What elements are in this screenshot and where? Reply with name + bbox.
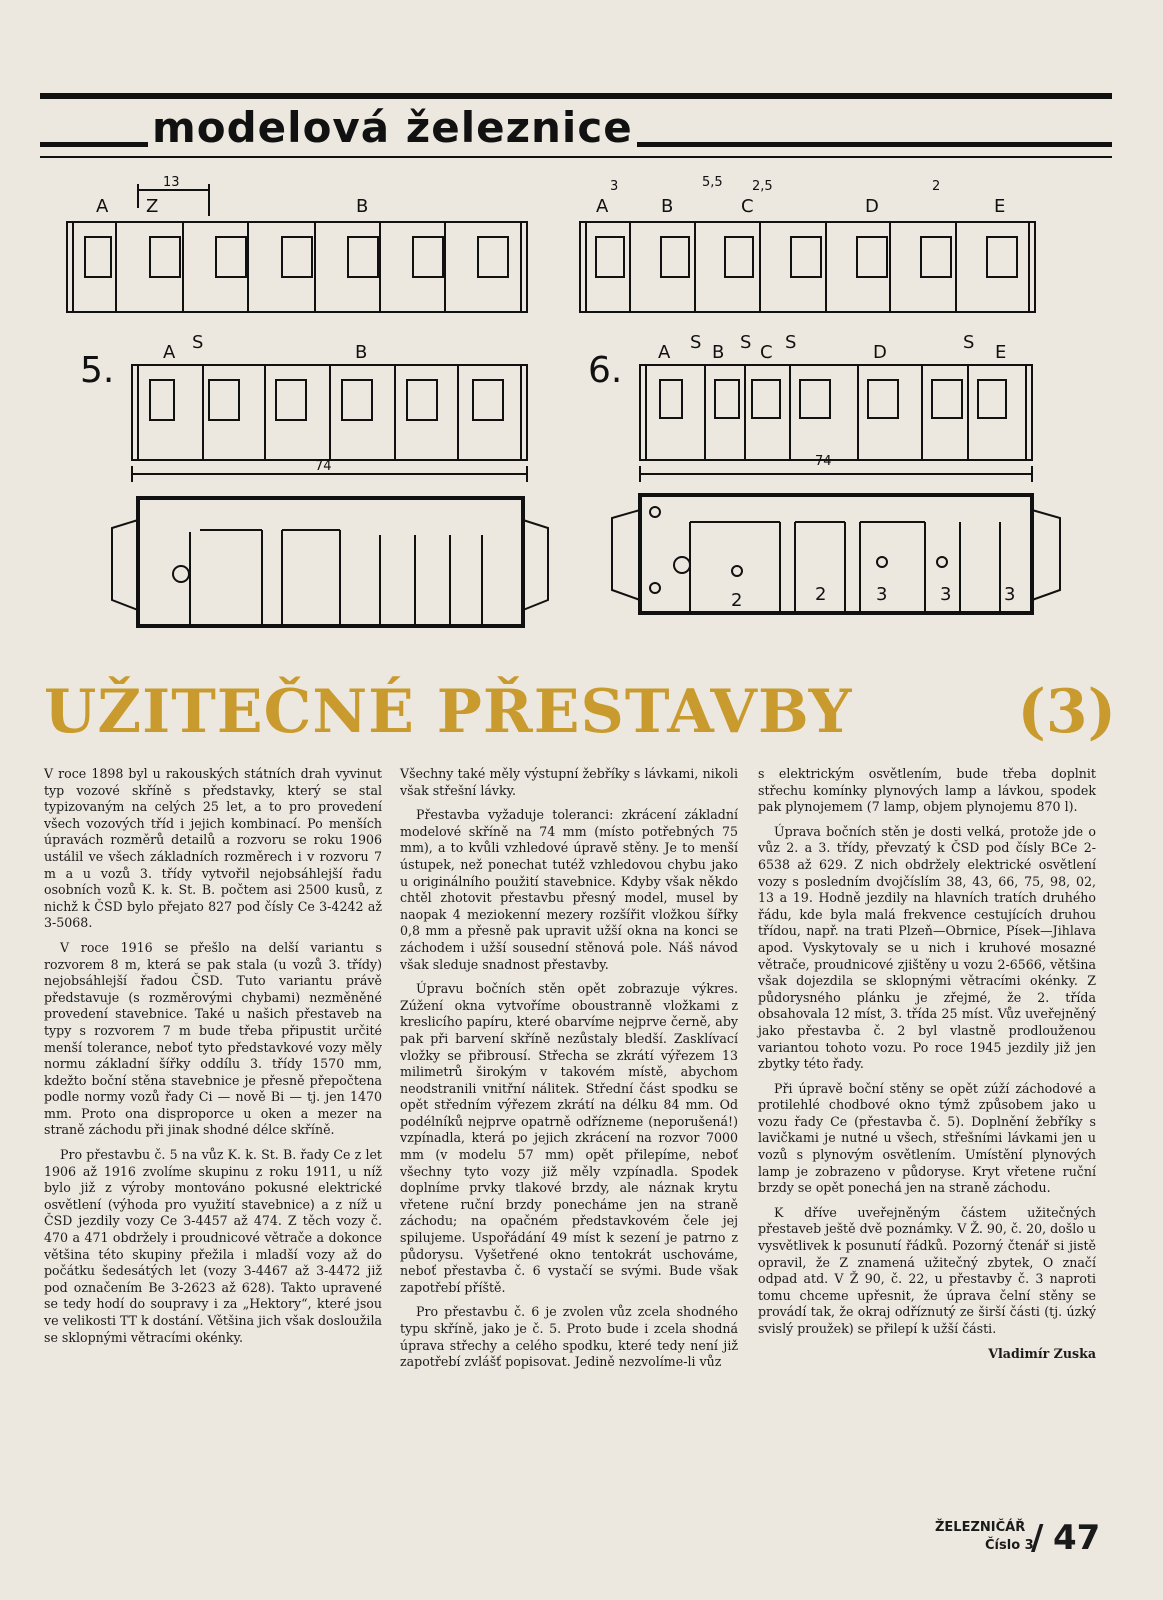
page-footer — [935, 1518, 1110, 1562]
label-b-top-right: B — [661, 196, 674, 217]
fig6-label-a: A — [658, 342, 671, 363]
dim-2: 2 — [932, 179, 941, 194]
paragraph: Všechny také měly výstupní žebříky s lávkami, nikoli však střešní lávky. — [400, 766, 738, 798]
header-rule-bottom-thin — [40, 156, 1112, 158]
fig6-label-s2: S — [740, 332, 752, 353]
floorplan-fig5 — [138, 498, 523, 626]
dim-2-5: 2,5 — [752, 179, 773, 194]
wall-fig6 — [640, 365, 1032, 460]
fig6-class-mark-3: 3 — [876, 584, 888, 605]
article-headline — [44, 678, 1116, 748]
paragraph: K dříve uveřejněným částem užitečných přestaveb ještě dvě poznámky. V Ž. 90, č. 20, došlo u vysvětlivek k posunutí řádků. Pozorný čtenář si jistě opravil, že Z znamená užitečný zbytek, O značí odpad atd. V Ž 90, č. 22, u přestavby č. 3 naproti tomu chceme upřesnit, že úprava čelní stěny se provádí tak, že okraj odříznutý ze širší části (tj. úzký svislý proužek) se přilepí k užší části. — [758, 1204, 1096, 1336]
fig6-class-mark-4: 3 — [940, 584, 952, 605]
fig6-class-mark-5: 3 — [1004, 584, 1016, 605]
section-title: modelová železnice — [148, 102, 637, 154]
label-a-top-left: A — [96, 196, 109, 217]
floorplan-fig6 — [640, 495, 1032, 613]
paragraph: Pro přestavbu č. 6 je zvolen vůz zcela shodného typu skříně, jako je č. 5. Proto bude i zcela shodná úprava střechy a celého spodku, které tedy není již zapotřebí zvlášť popisovat. Jedině nezvolíme-li vůz — [400, 1304, 738, 1370]
paragraph: Pro přestavbu č. 5 na vůz K. k. St. B. řady Ce z let 1906 až 1916 zvolíme skupinu z roku 1911, u níž bylo již z výroby montováno pokusné elektrické osvětlení (výhoda pro využití stavebnice) a z níž u ČSD jezdily vozy Ce 3-4457 až 474. Z těch vozy č. 470 a 471 obdržely i proudnicové větrače a dokonce většina této skupiny přežila i mladší vozy až do počátku šedesátých let (vozy 3-4467 až 3-4472 již pod označením Be 3-2623 až 628). Takto upravené se tedy hodí do soupravy i za „Hektory“, které jsou ve velikosti TT k dostání. Většina jich však dosloužila se sklopnými větracími okénky. — [44, 1147, 382, 1345]
fig5-label-b: B — [355, 342, 368, 363]
label-c-top-right: C — [741, 196, 754, 217]
label-e-top-right: E — [994, 196, 1006, 217]
article-author: Vladimír Zuska — [988, 1345, 1096, 1361]
label-b-top-left: B — [356, 196, 369, 217]
paragraph: Při úpravě boční stěny se opět zúží záchodové a protilehlé chodbové okno týmž způsobem jako u vozu řady Ce (přestavba č. 5). Doplnění žebříky s lavičkami je nutné u všech, střešními lávkami jen u vozů s plynovým osvětlením. Umístění plynových lamp je zobrazeno v půdoryse. Kryt vřetene ruční brzdy se opět ponechá jen na straně záchodu. — [758, 1080, 1096, 1196]
drawings-svg — [0, 160, 1163, 660]
label-a-top-right: A — [596, 196, 609, 217]
article-column-3 — [758, 766, 1096, 1362]
wall-panel-top-left — [67, 222, 527, 312]
label-d-top-right: D — [865, 196, 879, 217]
dim-3: 3 — [610, 179, 619, 194]
fig6-label-s1: S — [690, 332, 702, 353]
fig6-label-s3: S — [785, 332, 797, 353]
fig5-number: 5. — [80, 350, 115, 391]
fig6-number: 6. — [588, 350, 623, 391]
fig6-label-c: C — [760, 342, 773, 363]
magazine-name: ŽELEZNIČÁŘ — [935, 1520, 1026, 1535]
fig6-length: 74 — [815, 454, 832, 469]
fig6-label-d: D — [873, 342, 887, 363]
paragraph: Úpravu bočních stěn opět zobrazuje výkres. Zúžení okna vytvoříme oboustranně vložkami z kreslicího papíru, které obarvíme nejprve černě, aby pak při barvení skříně nezůstaly bledší. Zasklívací vložky se přibrousí. Střecha se zkrátí výřezem 13 milimetrů širokým v takovém místě, abychom neodstranili vnitřní nálitek. Střední část spodku se opět středním výřezem zkrátí na délku 84 mm. Od podélníků nejprve opatrně odřízneme (neporušená!) vzpínadla, která po jejich zkrácení na rozvor 7000 mm (v modelu 57 mm) opět přilepíme, neboť všechny tyto vozy již měly vzpínadla. Spodek doplníme prvky tlakové brzdy, ale náznak krytu vřetene ruční brzdy ponecháme jen na straně záchodu; na opačném představkovém čele jej spilujeme. Uspořádání 49 míst k sezení je patrno z půdorysu. Vyšetřené okno tentokrát uschováme, neboť přestavba č. 6 vystačí se svými. Bude však zapotřebí příště. — [400, 981, 738, 1295]
fig6-class-mark-2: 2 — [815, 584, 827, 605]
fig6-label-s4: S — [963, 332, 975, 353]
article-part-number: (3) — [1017, 677, 1116, 747]
fig5-length: 74 — [315, 459, 332, 474]
fig5-label-a: A — [163, 342, 176, 363]
paragraph: s elektrickým osvětlením, bude třeba doplnit střechu komínky plynových lamp a lávkou, spodek pak plynojemem (7 lamp, objem plynojemu 870 l). — [758, 766, 1096, 815]
article-title: UŽITEČNÉ PŘESTAVBY — [44, 677, 853, 747]
label-z-top-left: Z — [146, 196, 159, 217]
page-number: 47 — [1053, 1518, 1101, 1558]
fig6-label-b: B — [712, 342, 725, 363]
paragraph: V roce 1916 se přešlo na delší variantu s rozvorem 8 m, která se pak stala (u vozů 3. třídy) nejobsáhlejší řadou ČSD. Tuto variantu právě představuje (s rozměrovými chybami) nezměněné provedení stavebnice. Také u našich přestaveb na typy s rozvorem 7 m bude třeba připustit určité menší tolerance, neboť tyto představkové vozy měly normu základní šířky oddílu 3. třídy 1570 mm, kdežto boční stěna stavebnice je přesně přepočtena podle normy vozů řady Ci — nově Bi — tj. jen 1470 mm. Proto ona disproporce u oken a mezer na straně záchodu při jinak shodné délce skříně. — [44, 939, 382, 1138]
paragraph: Přestavba vyžaduje toleranci: zkrácení základní modelové skříně na 74 mm (místo potřebných 75 mm), a to kvůli vzhledové úpravě stěny. Je to menší ústupek, než ponechat tutéž vzhledovou chybu jako u originálního použití stavebnice. Kdyby však někdo chtěl zhotovit přestavbu přesný model, musel by naopak 4 meziokenní mezery rozšířit vložkou šířky 0,8 mm a přesně pak upravit užší okna na konci se záchodem i užší sousední stěnová pole. Náš návod však sleduje snadnost přestavby. — [400, 807, 738, 972]
fig6-label-e: E — [995, 342, 1007, 363]
issue-number: Číslo 3 — [985, 1538, 1034, 1553]
article-column-1 — [44, 766, 382, 1354]
technical-drawings — [0, 160, 1163, 660]
article-column-2 — [400, 766, 738, 1379]
dim-5-5: 5,5 — [702, 175, 723, 190]
paragraph: Úprava bočních stěn je dosti velká, protože jde o vůz 2. a 3. třídy, převzatý k ČSD pod čísly BCe 2-6538 až 629. Z nich obdržely elektrické osvětlení vozy s posledním dvojčíslím 38, 43, 66, 75, 98, 02, 13 a 19. Hodně jezdily na hlavních tratích druhého řádu, kde byla malá frekvence cestujících druhou třídou, např. na trati Plzeň—Obrnice, Písek—Jihlava apod. Vyskytovaly se u nich i kruhové mosazné větrače, proudnicové zjištěny u vozu 2-6566, většina však dojezdila se sklopnými větracími okénky. Z půdorysného plánku je zřejmé, že 2. třída obsahovala 12 míst, 3. třída 25 míst. Vůz uveřejněný jako přestavba č. 2 byl vlastně prodlouženou variantou tohoto vozu. Po roce 1945 jezdily již jen zbytky této řady. — [758, 823, 1096, 1072]
footer-slash: / — [1031, 1518, 1044, 1558]
wall-panel-top-right — [580, 222, 1035, 312]
fig5-label-s: S — [192, 332, 204, 353]
header-rule-top — [40, 93, 1112, 99]
dim-13: 13 — [163, 175, 180, 190]
paragraph: V roce 1898 byl u rakouských státních drah vyvinut typ vozové skříně s představky, který se stal typizovaným na celých 25 let, a to pro provedení všech vozových tříd i jejich kombinací. Po menších úpravách rozměrů detailů a rozvoru se roku 1906 ustálil ve všech základních rozměrech i v rozvoru 7 m a u vozů 3. třídy vytvořil nejobsáhlejší řadu osobních vozů K. k. St. B. počtem asi 2500 kusů, z nichž k ČSD bylo přejato 827 pod čísly Ce 3-4242 až 3-5068. — [44, 766, 382, 931]
fig6-class-mark-1: 2 — [731, 590, 743, 611]
